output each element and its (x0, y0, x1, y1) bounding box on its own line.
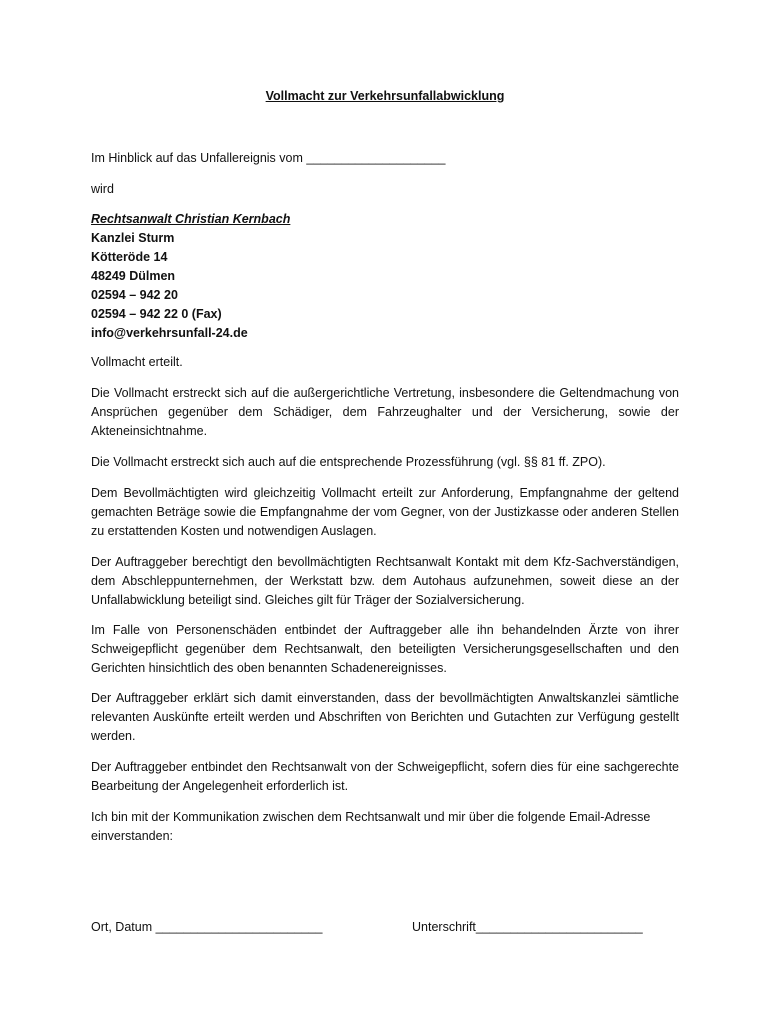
paragraph-email-consent (91, 808, 679, 846)
paragraph-text: Der Auftraggeber entbindet den Rechtsanwalt von der Schweigepflicht, sofern dies für eine sachgerechte Bearbeitung der Angelegenheit erforderlich ist. (91, 760, 679, 793)
firm-city: 48249 Dülmen (91, 269, 176, 283)
paragraph-text: Im Falle von Personenschäden entbindet der Auftraggeber alle ihn behandelnden Ärzte von ihrer Schweigepflicht gegenüber dem Rechtsanwalt, den beteiligten Versicherungsgesellschaften und den Gerichten hinsichtlich des oben benannten Schadenereignisses. (91, 623, 679, 675)
document-title: Vollmacht zur Verkehrsunfallabwicklung (265, 89, 505, 103)
granted-line (91, 353, 679, 372)
incident-date-text: Im Hinblick auf das Unfallereignis vom ____________________ (91, 151, 446, 165)
firm-email: info@verkehrsunfall-24.de (91, 326, 248, 340)
place-date-field: Ort, Datum ________________________ (91, 920, 323, 934)
wird-line (91, 180, 679, 199)
paragraph-text: Die Vollmacht erstreckt sich auch auf die entsprechende Prozessführung (vgl. §§ 81 ff. ZPO). (91, 455, 606, 469)
firm-street: Kötteröde 14 (91, 250, 168, 264)
signature-field: Unterschrift________________________ (412, 920, 643, 934)
firm-fax: 02594 – 942 22 0 (Fax) (91, 307, 222, 321)
paragraph-confidentiality (91, 758, 679, 796)
lawyer-address-block (91, 210, 679, 343)
paragraph-medical-release (91, 621, 679, 678)
incident-date-line (91, 149, 679, 168)
paragraph-text: Die Vollmacht erstreckt sich auf die außergerichtliche Vertretung, insbesondere die Geltendmachung von Ansprüchen gegenüber dem Schädiger, dem Fahrzeughalter und der Versicherung, sowie der Akteneinsichtnahme. (91, 386, 679, 438)
paragraph-text: Der Auftraggeber berechtigt den bevollmächtigten Rechtsanwalt Kontakt mit dem Kfz-Sachverständigen, dem Abschleppunternehmen, der Werkstatt bzw. dem Autohaus aufzunehmen, soweit diese an der Unfallabwicklung beteiligt sind. Gleiches gilt für Träger der Sozialversicherung. (91, 555, 679, 607)
paragraph-information (91, 689, 679, 746)
granted-text: Vollmacht erteilt. (91, 355, 183, 369)
firm-phone: 02594 – 942 20 (91, 288, 178, 302)
firm-name: Kanzlei Sturm (91, 231, 175, 245)
paragraph-text: Der Auftraggeber erklärt sich damit einverstanden, dass der bevollmächtigten Anwaltskanzlei sämtliche relevanten Auskünfte erteilt werden und Abschriften von Berichten und Gutachten zur Verfügung gestellt werden. (91, 691, 679, 743)
paragraph-text: Ich bin mit der Kommunikation zwischen dem Rechtsanwalt und mir über die folgende Email-Adresse einverstanden: (91, 810, 651, 843)
wird-text: wird (91, 182, 114, 196)
paragraph-payments (91, 484, 679, 541)
paragraph-extrajudicial (91, 384, 679, 441)
paragraph-text: Dem Bevollmächtigten wird gleichzeitig Vollmacht erteilt zur Anforderung, Empfangnahme der geltend gemachten Beträge sowie die Empfangnahme der vom Gegner, von der Justizkasse oder anderen Stellen zu erstattenden Kosten und notwendigen Auslagen. (91, 486, 679, 538)
lawyer-name: Rechtsanwalt Christian Kernbach (91, 212, 291, 226)
paragraph-litigation (91, 453, 679, 472)
paragraph-contacts (91, 553, 679, 610)
